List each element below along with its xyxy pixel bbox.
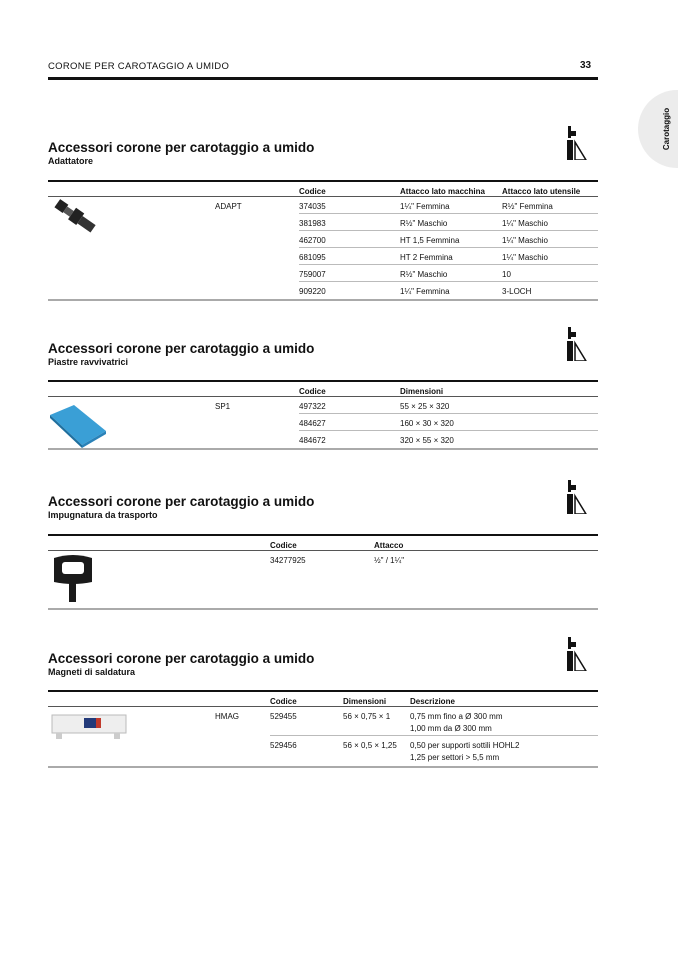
table-cell: R½" Maschio (400, 270, 448, 279)
table-cell: 1,25 per settori > 5,5 mm (410, 753, 500, 762)
table-cell: 484672 (299, 436, 326, 445)
table-cell: 56 × 0,75 × 1 (343, 712, 391, 721)
table-cell: ADAPT (215, 202, 242, 211)
table-cell: 0,75 mm fino a Ø 300 mm (410, 712, 503, 721)
table-cell: SP1 (215, 402, 231, 411)
table-cell: 320 × 55 × 320 (400, 436, 454, 445)
table-row (299, 431, 598, 448)
header-rule (48, 77, 598, 80)
section-title: Accessori corone per carotaggio a umido (48, 651, 315, 666)
magneti-table (48, 690, 598, 768)
table-row (215, 397, 598, 414)
table-cell: 160 × 30 × 320 (400, 419, 454, 428)
section-subtitle: Piastre ravvivatrici (48, 357, 129, 367)
table-row (215, 197, 598, 214)
table-cell: 1¼" Maschio (502, 253, 548, 262)
section-title: Accessori corone per carotaggio a umido (48, 494, 315, 509)
table-cell: 529455 (270, 712, 297, 721)
table-cell: HMAG (215, 712, 239, 721)
table-cell: 462700 (299, 236, 326, 245)
core-drill-icon (566, 327, 588, 361)
table-cell: 56 × 0,5 × 1,25 (343, 741, 397, 750)
table-row (299, 248, 598, 265)
table-cell: 681095 (299, 253, 326, 262)
table-cell: 374035 (299, 202, 326, 211)
adattatore-table (48, 180, 598, 301)
table-cell: 10 (502, 270, 511, 279)
table-header (48, 382, 598, 397)
table-header (48, 536, 598, 551)
table-cell: 34277925 (270, 556, 306, 565)
table-row (299, 214, 598, 231)
section-subtitle: Adattatore (48, 156, 94, 166)
table-row (299, 265, 598, 282)
table-cell: 1¼" Maschio (502, 236, 548, 245)
table-cell: 497322 (299, 402, 326, 411)
table-cell: 0,50 per supporti sottili HOHL2 (410, 741, 520, 750)
table-cell: HT 1,5 Femmina (400, 236, 460, 245)
running-header: CORONE PER CAROTAGGIO A UMIDO (48, 61, 230, 72)
page-number: 33 (580, 60, 592, 71)
table-cell: Codice (270, 541, 297, 550)
table-cell: Dimensioni (343, 697, 387, 706)
table-header (48, 692, 598, 707)
table-cell: Codice (270, 697, 297, 706)
table-cell: Codice (299, 387, 326, 396)
section-subtitle: Magneti di saldatura (48, 667, 136, 677)
table-cell: R½" Femmina (502, 202, 553, 211)
table-row (299, 282, 598, 299)
table-row (48, 551, 598, 608)
section-title: Accessori corone per carotaggio a umido (48, 140, 315, 155)
table-cell: Attacco (374, 541, 404, 550)
table-header (48, 182, 598, 197)
section-subtitle: Impugnatura da trasporto (48, 510, 158, 520)
table-cell: 1¼" Femmina (400, 202, 450, 211)
core-drill-icon (566, 637, 588, 671)
table-cell: Dimensioni (400, 387, 444, 396)
table-cell: 484627 (299, 419, 326, 428)
section-tab-label: Carotaggio (661, 107, 671, 151)
table-row (215, 707, 598, 736)
table-row (299, 231, 598, 248)
table-cell: 759007 (299, 270, 326, 279)
core-drill-icon (566, 480, 588, 514)
table-cell: 1,00 mm da Ø 300 mm (410, 724, 492, 733)
table-cell: 1¼" Maschio (502, 219, 548, 228)
table-cell: 909220 (299, 287, 326, 296)
table-cell: Attacco lato utensile (502, 187, 581, 196)
table-cell: 1¼" Femmina (400, 287, 450, 296)
table-row (299, 414, 598, 431)
table-cell: 3-LOCH (502, 287, 532, 296)
table-cell: 55 × 25 × 320 (400, 402, 450, 411)
table-cell: 381983 (299, 219, 326, 228)
table-cell: Codice (299, 187, 326, 196)
piastre-table (48, 380, 598, 450)
table-cell: R½" Maschio (400, 219, 448, 228)
section-title: Accessori corone per carotaggio a umido (48, 341, 315, 356)
table-cell: HT 2 Femmina (400, 253, 453, 262)
table-cell: 529456 (270, 741, 297, 750)
core-drill-icon (566, 126, 588, 160)
table-cell: Descrizione (410, 697, 455, 706)
table-row (270, 736, 598, 766)
table-cell: ½" / 1¼" (374, 556, 405, 565)
impugnatura-table (48, 534, 598, 610)
section-tab (638, 90, 678, 168)
table-cell: Attacco lato macchina (400, 187, 485, 196)
